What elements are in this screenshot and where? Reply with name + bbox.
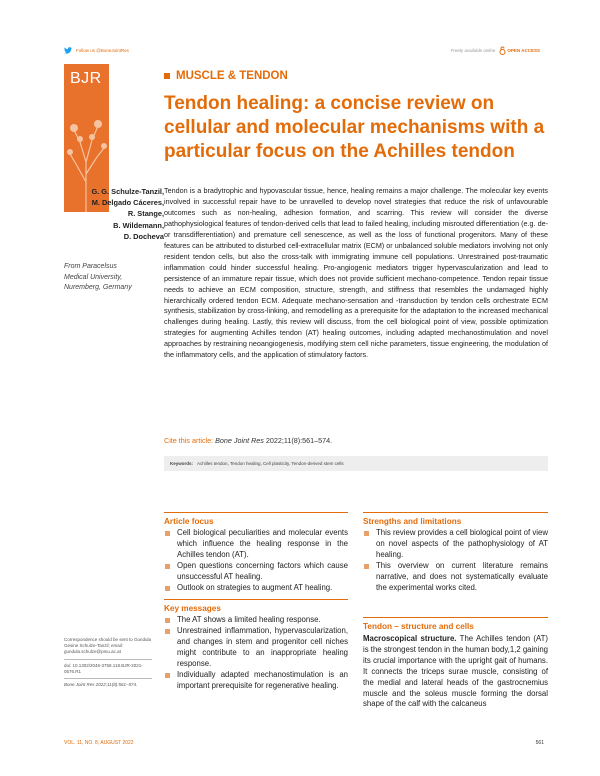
cite-label: Cite this article: [164, 436, 214, 445]
correspondence-text: Correspondence should be sent to Gundula Gesine Schulze-Tanzil; email: gundula.schulze@pmu.ac.at [64, 637, 152, 655]
citation [164, 436, 332, 445]
key-messages-heading: Key messages [164, 599, 348, 613]
author[interactable]: R. Stange, [127, 209, 164, 219]
list-item: Individually adapted mechanostimulation is an important prerequisite for regenerative healing. [164, 670, 348, 692]
strengths-heading: Strengths and limitations [363, 512, 548, 526]
bullet-icon [165, 618, 170, 623]
left-column [164, 512, 348, 692]
bullet-icon [165, 673, 170, 678]
twitter-follow[interactable] [64, 47, 129, 54]
section-label: MUSCLE & TENDON [176, 70, 288, 82]
freely-available-text: Freely available online [450, 48, 496, 53]
abstract: Tendon is a bradytrophic and hypovascular tissue, hence, healing remains a major challenge. The molecular key events involved in successful repair have to be unravelled to develop novel strategies that reduce the risk of unfavourable outcomes such as non-healing, adhesion formation, and scarring. This review will consider the diverse pathophysiological features of tendon-derived cells that lead to failed healing, including misrouted differentiation (e.g. de- or transdifferentiation) and premature cell senescence, as well as the loss of functional progenitors. Many of these features can be attributed to disturbed cell-extracellular matrix (ECM) or unbalanced soluble mediators involving not only resident tendon cells, but also the cross-talk with immigrating immune cell populations. Unrestrained post-traumatic inflammation could hinder successful healing. Pro-angiogenic mediators trigger hypervascularization and lead to persistence of an immature repair tissue, which does not provide sufficient mechano-competence. Tendon repair tissue needs to achieve an ECM composition, structure, strength, and stiffness that resembles the undamaged highly hierarchically ordered tendon ECM. Adequate mechano-sensation and -transduction by tendon cells orchestrate ECM synthesis, stabilization by cross-linking, and remodelling as a prerequisite for the adaptation to the increased mechanical challenges during healing. Lastly, this review will discuss, from the cell biological point of view, possible optimization strategies for augmenting Achilles tendon (AT) healing outcomes, including adapted mechanostimulation and novel approaches by restraining neoangiogenesis, modifying stem cell niche parameters, tissue engineering, the modulation of the inflammatory cells, and the application of stimulatory factors. [164, 186, 548, 360]
page-number: 561 [535, 740, 544, 746]
bullet-icon [165, 564, 170, 569]
authors-list [64, 186, 164, 242]
journal-logo: BJR [70, 70, 102, 87]
cite-details: 2022;11(8):561–574. [265, 436, 333, 445]
list-item: Outlook on strategies to augment AT healing. [164, 583, 348, 594]
list-item: This review provides a cell biological point of view on novel aspects of the pathophysiology of AT healing. [363, 528, 548, 561]
author[interactable]: G. G. Schulze-Tanzil, [91, 187, 164, 196]
footer-volume: VOL. 11, NO. 8, AUGUST 2022 [64, 740, 134, 746]
twitter-handle: Follow us @BoneJointRes [76, 48, 129, 53]
twitter-bird-icon [64, 47, 72, 54]
keywords-list: Achilles tendon, Tendon healing, Cell plasticity, Tendon-derived stem cells [197, 461, 344, 466]
bullet-icon [165, 531, 170, 536]
list-item: Cell biological peculiarities and molecular events which influence the healing response in the Achilles tendon (AT). [164, 528, 348, 561]
article-focus-list [164, 528, 348, 593]
keywords-label: Keywords: [170, 461, 194, 466]
key-messages-list [164, 615, 348, 691]
correspondence-box [64, 637, 152, 688]
keywords-bar [164, 456, 548, 471]
list-item: The AT shows a limited healing response. [164, 615, 348, 626]
cite-journal: Bone Joint Res [215, 436, 264, 445]
subsection-heading: Macroscopical structure. [363, 634, 457, 643]
author[interactable]: M. Delgado Cáceres, [91, 198, 164, 208]
open-access-logo: OPEN ACCESS [499, 46, 540, 55]
bullet-icon [165, 629, 170, 634]
bullet-icon [364, 531, 369, 536]
author[interactable]: D. Docheva [123, 231, 164, 241]
article-focus-heading: Article focus [164, 512, 348, 526]
open-access-lock-icon [499, 46, 506, 55]
affiliation: From Paracelsus Medical University, Nuremberg, Germany [64, 263, 132, 291]
section-square-icon [164, 73, 170, 79]
strengths-list [363, 528, 548, 593]
doi-text[interactable]: doi: 10.1302/2046-3758.118.BJR-2021-0576.R1 [64, 662, 143, 674]
divider [64, 678, 152, 679]
author[interactable]: B. Wildemann, [113, 220, 164, 230]
bullet-icon [364, 564, 369, 569]
journal-ref: Bone Joint Res 2022;11(8):561–574. [64, 682, 138, 688]
right-column-top [363, 512, 548, 593]
list-item: Unrestrained inflammation, hypervascularization, and changes in stem and progenitor cell niches might contribute to an inappropriate healing response. [164, 626, 348, 670]
article-title: Tendon healing: a concise review on cellular and molecular mechanisms with a particular focus on the Achilles tendon [164, 93, 545, 162]
tendon-section-text: Macroscopical structure. The Achilles tendon (AT) is the strongest tendon in the human body,1,2 gaining its crucial importance with the upright gait of humans. It connects the triceps surae muscle, consisting of the medial and lateral heads of the gastrocnemius muscle and the soleus muscle forming the dorsal shape of the calf with the calcaneus [363, 634, 549, 709]
divider [64, 659, 152, 660]
bullet-icon [165, 586, 170, 591]
list-item: Open questions concerning factors which cause unsuccessful AT healing. [164, 561, 348, 583]
section-tag [164, 70, 288, 82]
right-column-body [363, 617, 548, 710]
open-access-header [451, 46, 540, 55]
tendon-section-heading: Tendon – structure and cells [363, 617, 548, 631]
list-item: This overview on current literature remains narrative, and does not systematically evaluate the experimental works cited. [363, 561, 548, 594]
